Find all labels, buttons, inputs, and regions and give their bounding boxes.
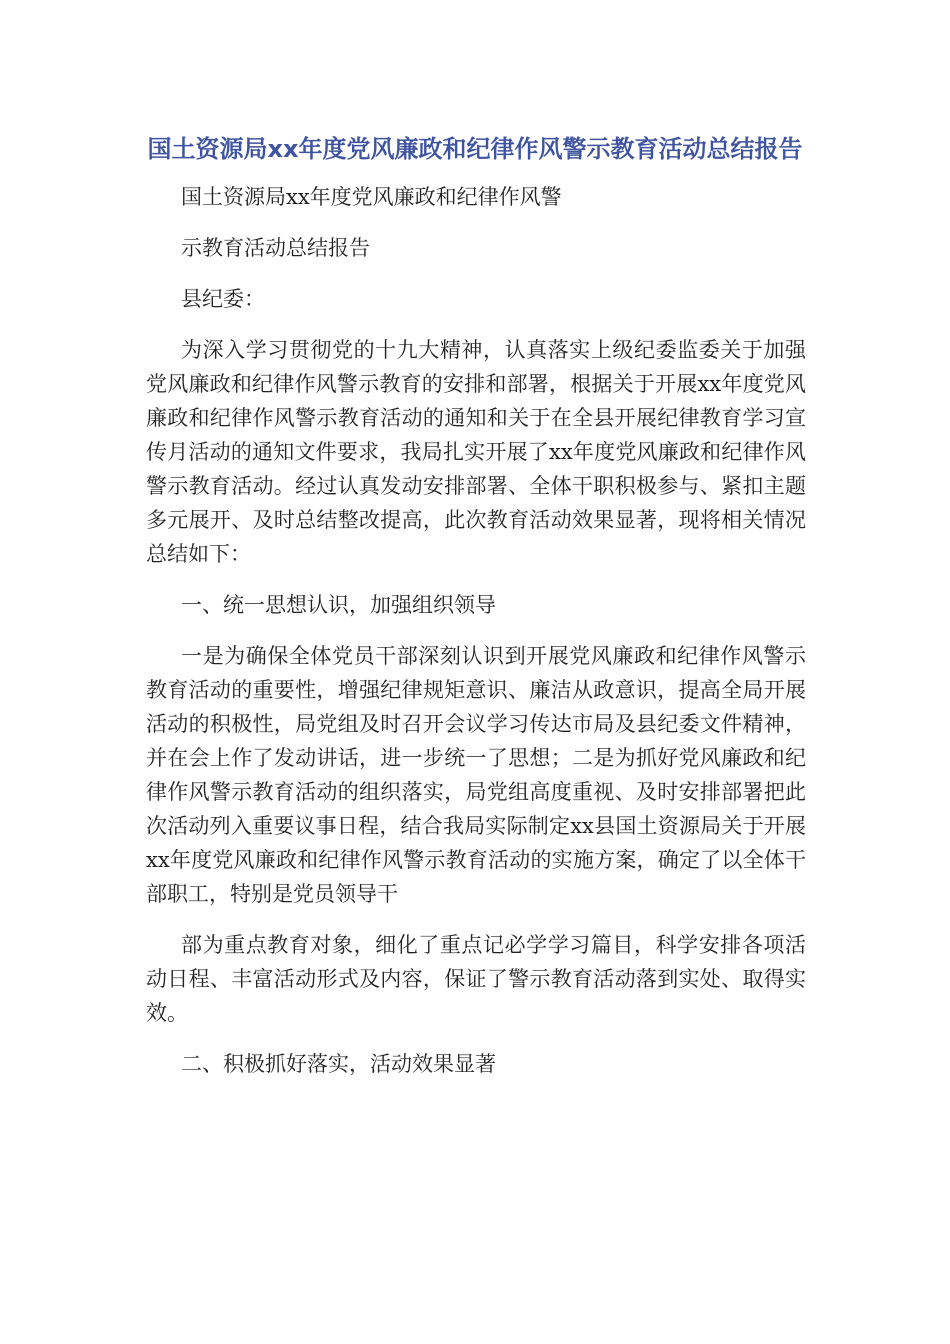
salutation: 县纪委： xyxy=(181,287,265,311)
intro-paragraph: 为深入学习贯彻党的十九大精神，认真落实上级纪委监委关于加强党风廉政和纪律作风警示教育的安排和部署，根据关于开展xx年度党风廉政和纪律作风警示教育活动的通知和关于在全县开展纪律教育学习宣传月活动的通知文件要求，我局扎实开展了xx年度党风廉政和纪律作风警示教育活动。经过认真发动安排部署、全体干职积极参与、紧扣主题多元展开、及时总结整改提高，此次教育活动效果显著，现将相关情况总结如下： xyxy=(146,338,806,566)
section-1-paragraph-2: 部为重点教育对象，细化了重点记必学学习篇目，科学安排各项活动日程、丰富活动形式及内容，保证了警示教育活动落到实处、取得实效。 xyxy=(146,933,806,1025)
subtitle-line-2: 示教育活动总结报告 xyxy=(181,236,370,260)
subtitle-line-1: 国土资源局xx年度党风廉政和纪律作风警 xyxy=(181,185,562,209)
section-heading-1: 一、统一思想认识，加强组织领导 xyxy=(181,593,496,617)
document-title: 国土资源局xx年度党风廉政和纪律作风警示教育活动总结报告 xyxy=(147,135,803,163)
section-1-paragraph-1: 一是为确保全体党员干部深刻认识到开展党风廉政和纪律作风警示教育活动的重要性，增强纪律规矩意识、廉洁从政意识，提高全局开展活动的积极性，局党组及时召开会议学习传达市局及县纪委文件精神，并在会上作了发动讲话，进一步统一了思想；二是为抓好党风廉政和纪律作风警示教育活动的组织落实，局党组高度重视、及时安排部署把此次活动列入重要议事日程，结合我局实际制定xx县国土资源局关于开展xx年度党风廉政和纪律作风警示教育活动的实施方案，确定了以全体干部职工，特别是党员领导干 xyxy=(146,644,806,906)
document-body xyxy=(146,180,806,1098)
section-heading-2: 二、积极抓好落实，活动效果显著 xyxy=(181,1052,496,1076)
